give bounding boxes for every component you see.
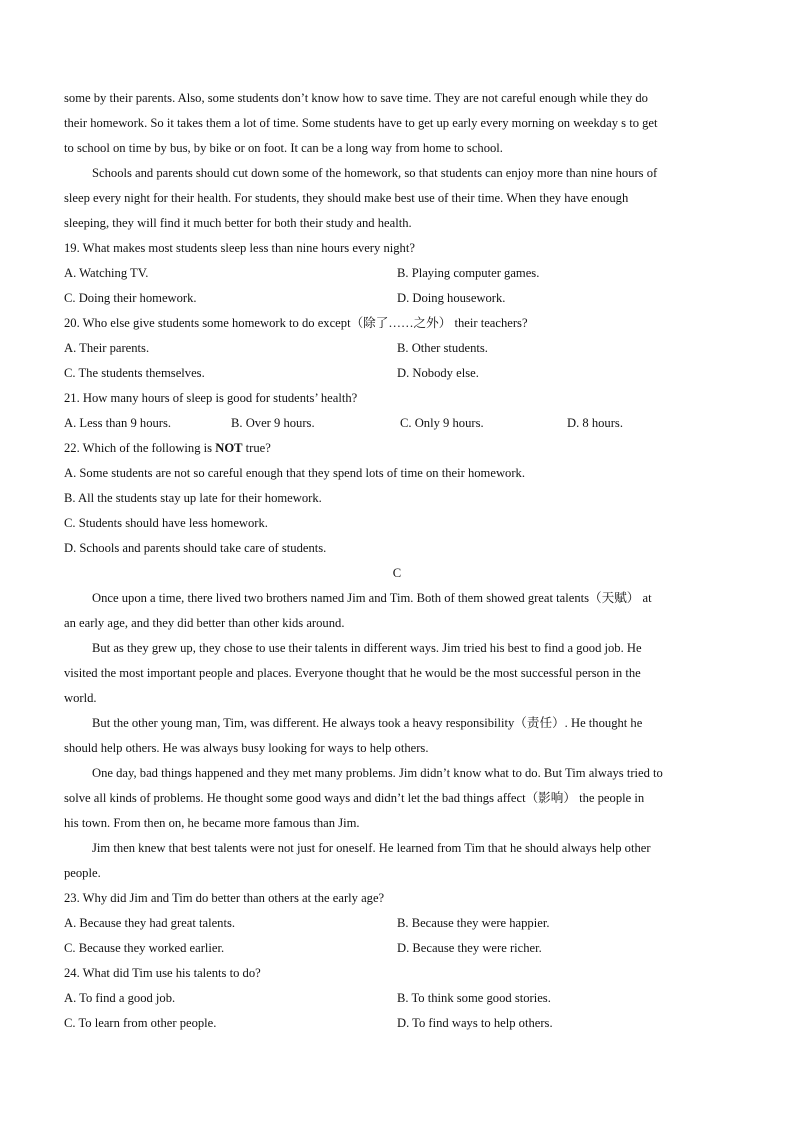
- passage-line: Schools and parents should cut down some of the homework, so that students can enjoy more than nine hours of: [92, 166, 658, 180]
- option-c: C. Doing their homework.: [64, 291, 197, 305]
- passage-line: Once upon a time, there lived two brothers named Jim and Tim. Both of them showed great talents（天赋） at: [92, 591, 652, 605]
- options-row: [64, 1011, 730, 1036]
- options-row: [64, 411, 730, 436]
- question-text: true?: [242, 441, 271, 455]
- option-b: B. Playing computer games.: [397, 266, 540, 280]
- option-a: A. Because they had great talents.: [64, 916, 235, 930]
- passage-line: world.: [64, 691, 97, 705]
- option-d: D. Doing housework.: [397, 291, 506, 305]
- passage-line: some by their parents. Also, some students don’t know how to save time. They are not careful enough while they do: [64, 91, 648, 105]
- document-page: [64, 86, 730, 1036]
- passage-line: But the other young man, Tim, was different. He always took a heavy responsibility（责任）. He thought he: [92, 716, 643, 730]
- option-c: C. To learn from other people.: [64, 1016, 217, 1030]
- option-d: D. Because they were richer.: [397, 941, 542, 955]
- options-row: [64, 261, 730, 286]
- option-d: D. Schools and parents should take care of students.: [64, 541, 327, 555]
- passage-line: sleeping, they will find it much better for both their study and health.: [64, 216, 412, 230]
- passage-line: people.: [64, 866, 101, 880]
- question-19: 19. What makes most students sleep less than nine hours every night?: [64, 241, 415, 255]
- option-b: B. To think some good stories.: [397, 991, 551, 1005]
- options-row: [64, 336, 730, 361]
- passage-line: solve all kinds of problems. He thought some good ways and didn’t let the bad things affect（影响） the people in: [64, 791, 645, 805]
- option-d: D. Nobody else.: [397, 366, 479, 380]
- passage-line: their homework. So it takes them a lot of time. Some students have to get up early every morning on weekday s to get: [64, 116, 658, 130]
- option-c: C. The students themselves.: [64, 366, 205, 380]
- question-20: 20. Who else give students some homework to do except（除了……之外） their teachers?: [64, 316, 528, 330]
- passage-line: sleep every night for their health. For students, they should make best use of their time. When they have enough: [64, 191, 629, 205]
- passage-line: Jim then knew that best talents were not just for oneself. He learned from Tim that he should always help other: [92, 841, 651, 855]
- question-21: 21. How many hours of sleep is good for students’ health?: [64, 391, 358, 405]
- option-b: B. Over 9 hours.: [231, 416, 315, 430]
- option-d: D. 8 hours.: [567, 416, 623, 430]
- options-row: [64, 361, 730, 386]
- question-emphasis: NOT: [215, 441, 243, 455]
- option-d: D. To find ways to help others.: [397, 1016, 553, 1030]
- option-c: C. Because they worked earlier.: [64, 941, 225, 955]
- option-b: B. Other students.: [397, 341, 488, 355]
- passage-line: But as they grew up, they chose to use their talents in different ways. Jim tried his best to find a good job. He: [92, 641, 642, 655]
- question-text: 22. Which of the following is: [64, 441, 216, 455]
- option-a: A. Watching TV.: [64, 266, 149, 280]
- options-row: [64, 911, 730, 936]
- question-22: [64, 436, 730, 461]
- passage-line: should help others. He was always busy looking for ways to help others.: [64, 741, 429, 755]
- option-a: A. Less than 9 hours.: [64, 416, 172, 430]
- option-a: A. Their parents.: [64, 341, 150, 355]
- passage-line: his town. From then on, he became more famous than Jim.: [64, 816, 360, 830]
- question-24: 24. What did Tim use his talents to do?: [64, 966, 261, 980]
- option-b: B. All the students stay up late for their homework.: [64, 491, 322, 505]
- option-c: C. Only 9 hours.: [400, 416, 484, 430]
- options-row: [64, 936, 730, 961]
- passage-line: One day, bad things happened and they met many problems. Jim didn’t know what to do. But Tim always tried to: [92, 766, 663, 780]
- passage-line: an early age, and they did better than other kids around.: [64, 616, 345, 630]
- passage-line: to school on time by bus, by bike or on foot. It can be a long way from home to school.: [64, 141, 503, 155]
- option-b: B. Because they were happier.: [397, 916, 550, 930]
- options-row: [64, 286, 730, 311]
- options-row: [64, 986, 730, 1011]
- question-23: 23. Why did Jim and Tim do better than others at the early age?: [64, 891, 385, 905]
- passage-line: visited the most important people and places. Everyone thought that he would be the most successful person in the: [64, 666, 641, 680]
- option-c: C. Students should have less homework.: [64, 516, 268, 530]
- section-heading: C: [392, 566, 402, 580]
- option-a: A. To find a good job.: [64, 991, 176, 1005]
- option-a: A. Some students are not so careful enough that they spend lots of time on their homework.: [64, 466, 525, 480]
